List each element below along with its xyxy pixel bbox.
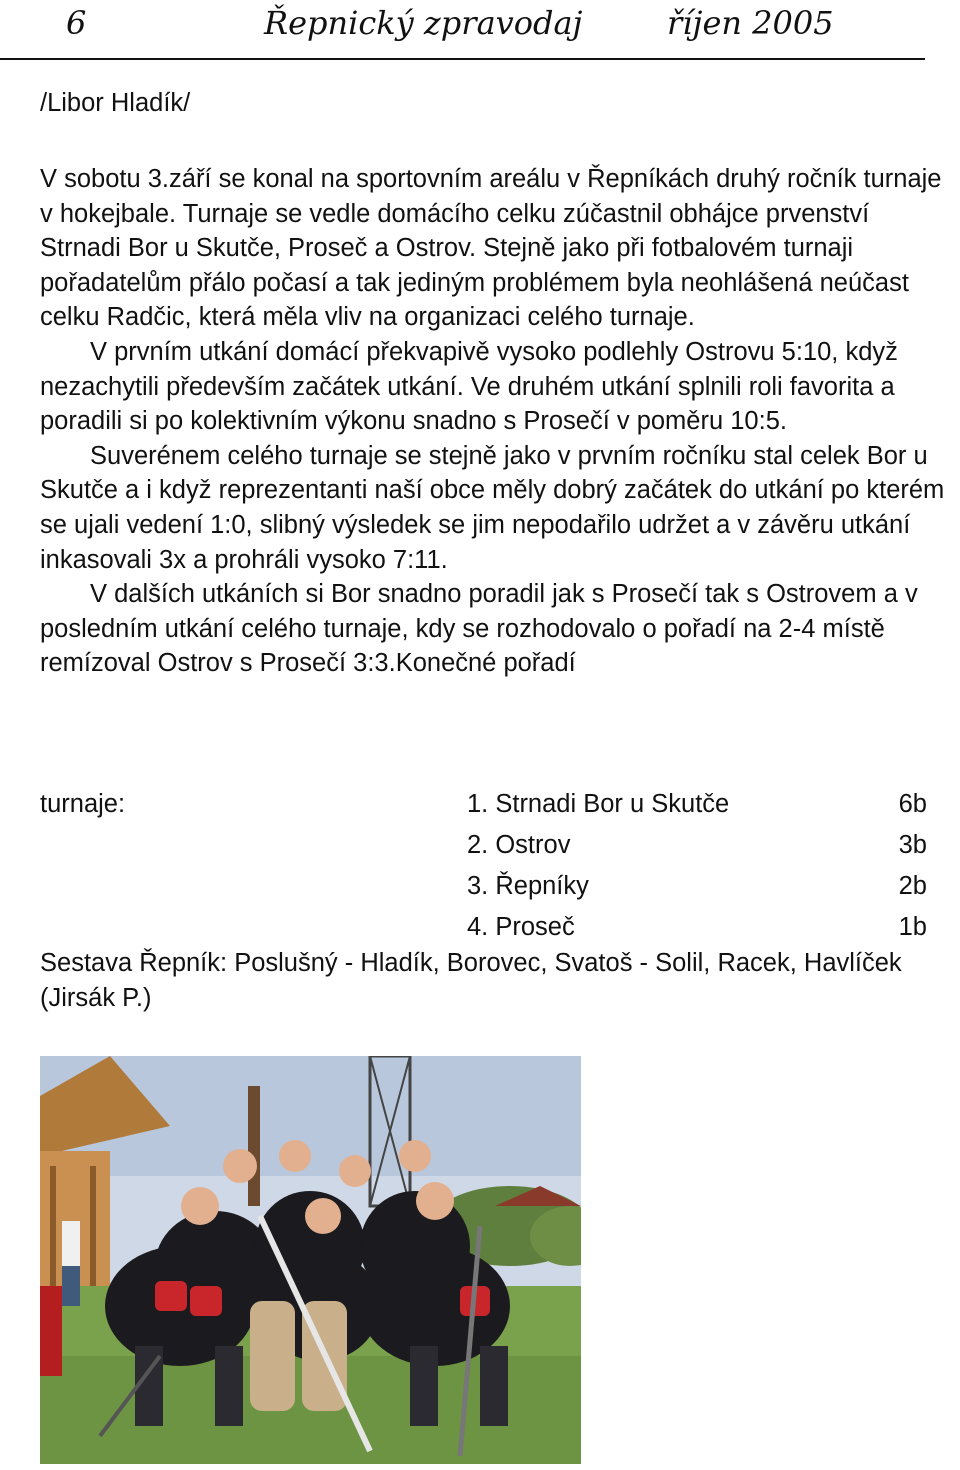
standings-row — [467, 787, 937, 828]
team-photo — [40, 1056, 581, 1464]
team-name: 2. Ostrov — [467, 831, 571, 859]
team-name: 4. Proseč — [467, 913, 575, 941]
standings-label: turnaje: — [40, 790, 126, 818]
header-rule — [0, 58, 925, 60]
article-body — [40, 162, 955, 681]
paragraph: Suverénem celého turnaje se stejně jako v prvním ročníku stal celek Bor u Skutče a i když reprezentanti naší obce měly dobrý začátek do utkání po kterém se ujali vedení 1:0, slibný výsledek se jim nepodařilo udržet a v závěru utkání inkasovali 3x a prohráli vysoko 7:11. — [40, 441, 945, 574]
team-points: 3b — [898, 831, 927, 859]
paragraph: V dalších utkáních si Bor snadno poradil jak s Prosečí tak s Ostrovem a v posledním utkání celého turnaje, kdy se rozhodovalo o pořadí na 2-4 místě remízoval Ostrov s Prosečí 3:3.Konečné pořadí — [40, 580, 918, 678]
publication-title: Řepnický zpravodaj — [264, 4, 583, 42]
standings-row — [467, 869, 937, 910]
team-roster: Sestava Řepník: Poslušný - Hladík, Borovec, Svatoš - Solil, Racek, Havlíček (Jirsák P.) — [40, 949, 902, 1012]
team-points: 6b — [898, 790, 927, 818]
standings-table — [467, 787, 937, 951]
team-points: 1b — [898, 913, 927, 941]
team-points: 2b — [898, 872, 927, 900]
team-name: 3. Řepníky — [467, 872, 589, 900]
standings-row — [467, 828, 937, 869]
paragraph: V prvním utkání domácí překvapivě vysoko podlehly Ostrovu 5:10, když nezachytili především začátek utkání. Ve druhém utkání splnili roli favorita a poradili si po kolektivním výkonu snadno s Prosečí v poměru 10:5. — [40, 337, 898, 436]
paragraph: V sobotu 3.září se konal na sportovním areálu v Řepníkách druhý ročník turnaje v hokejbale. Turnaje se vedle domácího celku zúčastnil obhájce prvenství Strnadi Bor u Skutče, Proseč a Ostrov. Stejně jako při fotbalovém turnaji pořadatelům přálo počasí a tak jediným problémem byla neohlášená neúčast celku Radčic, která měla vliv na organizaci celého turnaje. — [40, 165, 942, 332]
page-number: 6 — [66, 4, 87, 42]
standings-row — [467, 910, 937, 951]
page-header — [0, 0, 960, 56]
issue-date: říjen 2005 — [667, 4, 834, 42]
article-author: /Libor Hladík/ — [40, 89, 191, 117]
team-name: 1. Strnadi Bor u Skutče — [467, 790, 730, 818]
